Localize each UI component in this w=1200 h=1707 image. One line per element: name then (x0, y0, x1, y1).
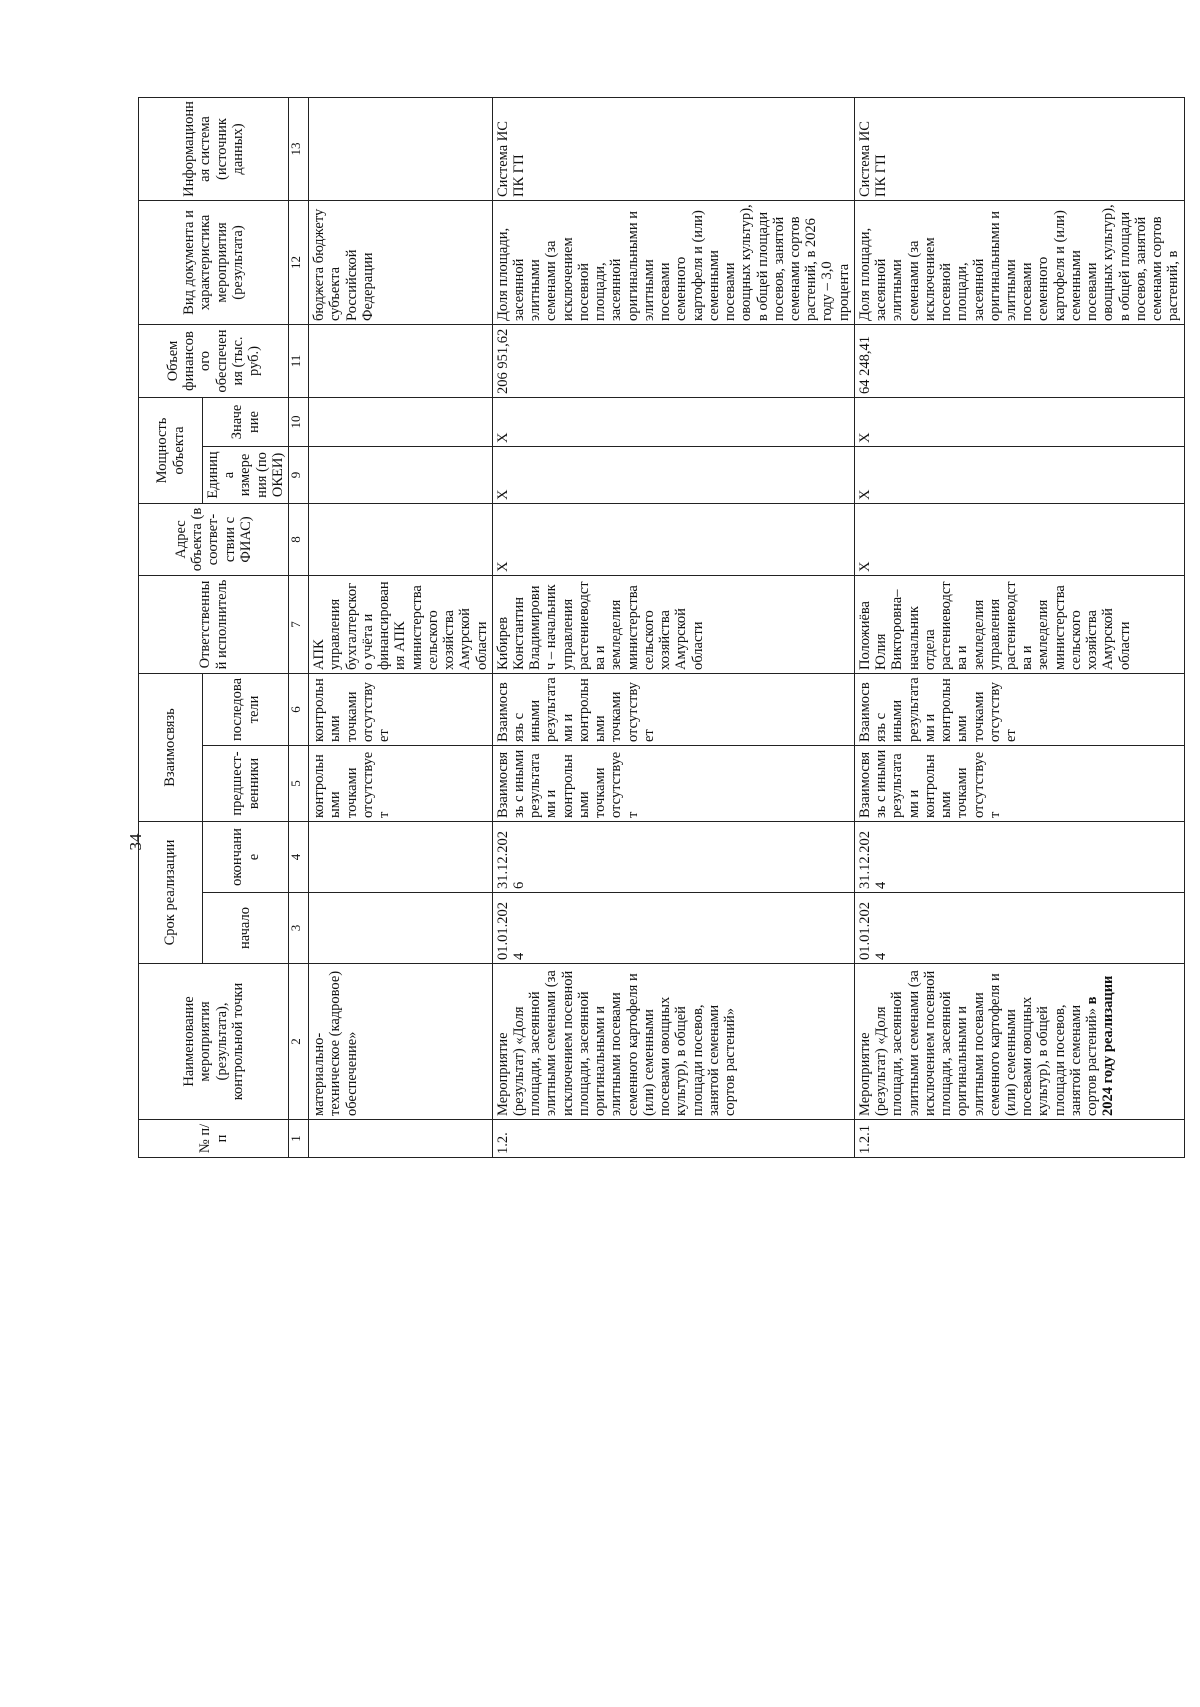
row-doc: бюджета бюджету субъекта Российской Федерации (309, 200, 493, 324)
table-row (854, 97, 1184, 1157)
row-name (854, 964, 1184, 1120)
header-value: Значение (203, 397, 289, 446)
row-prev: Взаимосвязь с иными результатами и контрольными точками отсутствует (854, 746, 1184, 822)
row-next: Взаимосвязь с иными результатами и контрольными точками отсутствует (854, 673, 1184, 745)
row-name-text: материально-техническое (кадровое) обеспечение» (311, 970, 360, 1116)
column-number: 4 (289, 822, 309, 893)
column-number: 11 (289, 324, 309, 397)
row-unit (309, 446, 493, 503)
row-end: 31.12.2026 (492, 822, 854, 893)
row-info (309, 97, 493, 200)
header-responsible: Ответственный исполнитель (139, 575, 289, 673)
row-start: 01.01.2024 (854, 893, 1184, 964)
header-term-start: начало (203, 893, 289, 964)
header-link-next: последователи (203, 673, 289, 745)
row-responsible: Кибирев Константин Владимирович – начальник управления растениеводства и земледелия министерства сельского хозяйства Амурской области (492, 575, 854, 673)
header-num: № п/п (139, 1120, 289, 1158)
column-number: 3 (289, 893, 309, 964)
row-value (309, 397, 493, 446)
row-address (309, 503, 493, 575)
row-name-text: Мероприятие (результат) «Доля площади, засеянной элитными семенами (за исключением посевной площади, засеянной оригинальными и элитными посевами семенного картофеля и (или) семенными посевами овощных культур), в общей площади посевов, занятой семенами сортов растений» (494, 970, 739, 1116)
column-number: 1 (289, 1120, 309, 1158)
row-next: Взаимосвязь с иными результатами и контрольными точками отсутствует (492, 673, 854, 745)
header-address: Адрес объекта (в соответ-ствии с ФИАС) (139, 503, 289, 575)
column-number: 7 (289, 575, 309, 673)
column-number: 5 (289, 746, 309, 822)
row-end: 31.12.2024 (854, 822, 1184, 893)
row-next: контрольными точками отсутствует (309, 673, 493, 745)
row-volume (309, 324, 493, 397)
column-number: 13 (289, 97, 309, 200)
row-info: Система ИС ПК ГП (854, 97, 1184, 200)
header-unit: Единица измерения (по ОКЕИ) (203, 446, 289, 503)
column-number: 8 (289, 503, 309, 575)
row-info: Система ИС ПК ГП (492, 97, 854, 200)
header-term-end: окончание (203, 822, 289, 893)
row-end (309, 822, 493, 893)
column-number: 2 (289, 964, 309, 1120)
row-name (492, 964, 854, 1120)
table-area (138, 98, 1198, 1610)
rotated-table-container (138, 98, 1182, 1158)
column-number: 6 (289, 673, 309, 745)
row-responsible: АПК управления бухгалтерского учёта и финансирования АПК министерства сельского хозяйства Амурской области (309, 575, 493, 673)
header-link-prev: предшест-венники (203, 746, 289, 822)
row-num (309, 1120, 493, 1158)
header-term: Срок реализации (139, 822, 203, 964)
page-number: 34 (126, 833, 145, 851)
row-name-bold: в 2024 году реализации (1084, 975, 1117, 1116)
header-volume: Объем финансового обеспечения (тыс. руб.) (139, 324, 289, 397)
row-doc: Доля площади, засеянной элитными семенами (за исключением посевной площади, засеянной оригинальными и элитными посевами семенного картофеля и (или) семенными посевами овощных культур), в общей площади посевов, занятой семенами сортов растений, в 2026 году – 3,0 процента (492, 200, 854, 324)
row-name (309, 964, 493, 1120)
row-prev: контрольными точками отсутствует (309, 746, 493, 822)
column-numbers-row (289, 97, 309, 1157)
row-unit: Х (492, 446, 854, 503)
table-row (492, 97, 854, 1157)
row-address: Х (854, 503, 1184, 575)
column-number: 10 (289, 397, 309, 446)
row-responsible: Положиёва Юлия Викторовна– начальник отдела растениеводства и земледелия управления растениеводства и земледелия министерства сельского хозяйства Амурской области (854, 575, 1184, 673)
row-doc: Доля площади, засеянной элитными семенами (за исключением посевной площади, засеянной оригинальными и элитными посевами семенного картофеля и (или) семенными посевами овощных культур), в общей площади посевов, занятой семенами сортов растений, в (854, 200, 1184, 324)
header-name: Наименование мероприятия (результата), контрольной точки (139, 964, 289, 1120)
header-link: Взаимосвязь (139, 673, 203, 821)
plan-table (138, 97, 1185, 1158)
column-number: 12 (289, 200, 309, 324)
row-value: Х (492, 397, 854, 446)
table-row (309, 97, 493, 1157)
row-start (309, 893, 493, 964)
header-info-system: Информационная система (источник данных) (139, 97, 289, 200)
row-address: Х (492, 503, 854, 575)
row-prev: Взаимосвязь с иными результатами и контрольными точками отсутствует (492, 746, 854, 822)
header-capacity: Мощность объекта (139, 397, 203, 503)
row-volume: 206 951,62 (492, 324, 854, 397)
row-name-text: Мероприятие (результат) «Доля площади, засеянной элитными семенами (за исключением посевной площади, засеянной оригинальными и элитными посевами семенного картофеля и (или) семенными посевами овощных культур), в общей площади посевов, занятой семенами сортов растений» (856, 970, 1101, 1116)
row-unit: Х (854, 446, 1184, 503)
row-volume: 64 248,41 (854, 324, 1184, 397)
row-num: 1.2. (492, 1120, 854, 1158)
header-doc-type: Вид документа и характеристика мероприятия (результата) (139, 200, 289, 324)
row-num: 1.2.1 (854, 1120, 1184, 1158)
row-value: Х (854, 397, 1184, 446)
row-start: 01.01.2024 (492, 893, 854, 964)
column-number: 9 (289, 446, 309, 503)
